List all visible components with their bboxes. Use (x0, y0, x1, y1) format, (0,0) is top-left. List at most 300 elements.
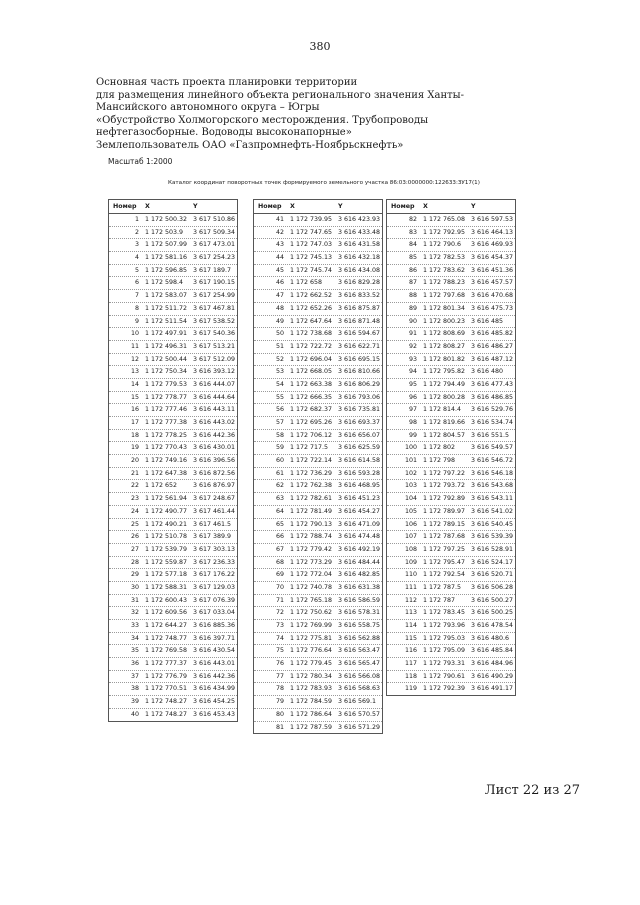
y-coordinate-cell: 3 616 485.82 (471, 330, 514, 338)
table-row (254, 468, 382, 481)
y-coordinate-cell: 3 616 695.15 (338, 355, 381, 363)
x-coordinate-cell: 1 172 777.37 (145, 660, 188, 668)
point-number-cell: 56 (275, 406, 284, 414)
x-coordinate-cell: 1 172 792.54 (423, 571, 466, 579)
table-row (109, 557, 237, 570)
table-row (254, 214, 382, 227)
table-row (109, 366, 237, 379)
y-coordinate-cell: 3 616 528.91 (471, 545, 514, 553)
point-number-cell: 102 (404, 469, 417, 477)
x-coordinate-cell: 1 172 510.78 (145, 533, 188, 541)
x-coordinate-cell: 1 172 788.74 (290, 533, 333, 541)
y-coordinate-cell: 3 616 806.29 (338, 380, 381, 388)
x-coordinate-cell: 1 172 511.72 (145, 304, 188, 312)
table-row (387, 379, 515, 392)
x-coordinate-cell: 1 172 706.12 (290, 431, 333, 439)
point-number-cell: 10 (130, 330, 139, 338)
x-coordinate-cell: 1 172 789.15 (423, 520, 466, 528)
point-number-cell: 76 (275, 660, 284, 668)
x-coordinate-cell: 1 172 793.31 (423, 660, 466, 668)
point-number-cell: 32 (130, 609, 139, 617)
x-coordinate-cell: 1 172 500.32 (145, 216, 188, 223)
table-row (254, 620, 382, 633)
y-coordinate-cell: 3 616 810.66 (338, 368, 381, 376)
x-coordinate-cell: 1 172 781.49 (290, 507, 333, 515)
x-coordinate-cell: 1 172 790.61 (423, 672, 466, 680)
point-number-cell: 101 (404, 457, 417, 465)
coordinates-table-2 (253, 199, 383, 734)
x-coordinate-cell: 1 172 762.38 (290, 482, 333, 490)
point-number-cell: 77 (275, 672, 284, 680)
x-coordinate-cell: 1 172 795.03 (423, 634, 466, 642)
table-row (109, 480, 237, 493)
table-row (109, 417, 237, 430)
y-coordinate-cell: 3 616 480.6 (471, 634, 510, 642)
table-row (387, 480, 515, 493)
x-coordinate-cell: 1 172 748.27 (145, 710, 188, 718)
sheet-label: Лист 22 из 27 (484, 783, 580, 798)
table-row (387, 683, 515, 695)
table-row (387, 303, 515, 316)
x-coordinate-cell: 1 172 765.08 (423, 216, 466, 223)
x-coordinate-cell: 1 172 782.61 (290, 495, 333, 503)
y-coordinate-cell: 3 616 432.18 (338, 254, 381, 262)
y-coordinate-cell: 3 616 478.54 (471, 622, 514, 629)
table-row (254, 392, 382, 405)
table-row (387, 645, 515, 658)
point-number-cell: 15 (130, 393, 139, 401)
point-number-cell: 62 (275, 482, 284, 490)
header-line: «Обустройство Холмогорского месторождения. Трубопроводы (96, 114, 429, 126)
x-coordinate-cell: 1 172 600.43 (145, 596, 188, 604)
table-row (254, 303, 382, 316)
table-row (254, 531, 382, 544)
point-number-cell: 111 (404, 583, 417, 591)
table-row (254, 722, 382, 734)
y-coordinate-cell: 3 617 513.21 (193, 342, 236, 350)
table-row (387, 620, 515, 633)
y-coordinate-cell: 3 616 443.01 (193, 660, 236, 668)
x-coordinate-cell: 1 172 503.9 (145, 228, 184, 236)
x-coordinate-cell: 1 172 794.49 (423, 380, 466, 388)
table-row (109, 493, 237, 506)
y-coordinate-cell: 3 617 540.36 (193, 330, 236, 338)
point-number-cell: 36 (130, 660, 139, 668)
x-coordinate-cell: 1 172 802 (423, 444, 456, 452)
x-coordinate-cell: 1 172 658 (290, 279, 323, 287)
y-coordinate-cell: 3 616 593.28 (338, 469, 381, 477)
point-number-cell: 113 (404, 609, 417, 617)
table-row (387, 671, 515, 684)
y-coordinate-cell: 3 616 566.08 (338, 672, 381, 680)
y-coordinate-cell: 3 616 430.54 (193, 647, 236, 655)
table-row (387, 658, 515, 671)
y-coordinate-cell: 3 616 443.02 (193, 419, 236, 426)
table-row (387, 557, 515, 570)
x-coordinate-cell: 1 172 788.23 (423, 279, 466, 287)
point-number-cell: 58 (275, 431, 284, 439)
x-coordinate-cell: 1 172 787.5 (423, 583, 462, 591)
point-number-cell: 114 (404, 622, 417, 629)
y-coordinate-cell: 3 616 549.57 (471, 444, 514, 452)
x-coordinate-cell: 1 172 787.68 (423, 533, 466, 541)
table-row (109, 607, 237, 620)
x-coordinate-cell: 1 172 770.43 (145, 444, 188, 452)
x-coordinate-cell: 1 172 798 (423, 457, 456, 465)
table-row (254, 582, 382, 595)
x-coordinate-cell: 1 172 808.27 (423, 342, 466, 350)
y-coordinate-cell: 3 617 076.39 (193, 596, 236, 604)
point-number-cell: 115 (404, 634, 417, 642)
table-header (387, 200, 515, 214)
x-coordinate-cell: 1 172 722.72 (290, 342, 333, 350)
y-coordinate-cell: 3 617 467.81 (193, 304, 236, 312)
x-coordinate-cell: 1 172 717.5 (290, 444, 329, 452)
x-coordinate-cell: 1 172 769.99 (290, 622, 333, 629)
x-coordinate-cell: 1 172 790.6 (423, 241, 462, 249)
y-coordinate-cell: 3 616 393.12 (193, 368, 236, 376)
point-number-cell: 11 (130, 342, 139, 350)
point-number-cell: 19 (130, 444, 139, 452)
x-coordinate-cell: 1 172 797.22 (423, 469, 466, 477)
point-number-cell: 75 (275, 647, 284, 655)
x-coordinate-cell: 1 172 814.4 (423, 406, 462, 414)
point-number-cell: 31 (130, 596, 139, 604)
table-row (254, 354, 382, 367)
table-row (387, 455, 515, 468)
y-coordinate-cell: 3 616 539.39 (471, 533, 514, 541)
y-coordinate-cell: 3 616 875.87 (338, 304, 381, 312)
y-coordinate-cell: 3 616 546.72 (471, 457, 514, 465)
table-row (109, 709, 237, 721)
table-header (109, 200, 237, 214)
point-number-cell: 70 (275, 583, 284, 591)
table-row (109, 252, 237, 265)
table-row (109, 392, 237, 405)
x-coordinate-cell: 1 172 647.64 (290, 317, 333, 325)
point-number-cell: 112 (404, 596, 417, 604)
x-coordinate-cell: 1 172 773.29 (290, 558, 333, 566)
point-number-cell: 21 (130, 469, 139, 477)
table-row (109, 455, 237, 468)
point-number-cell: 78 (275, 685, 284, 693)
x-coordinate-cell: 1 172 647.38 (145, 469, 188, 477)
point-number-cell: 66 (275, 533, 284, 541)
point-number-cell: 55 (275, 393, 284, 401)
x-coordinate-cell: 1 172 792.39 (423, 685, 466, 693)
x-coordinate-cell: 1 172 490.77 (145, 507, 188, 515)
point-number-cell: 100 (404, 444, 417, 452)
x-coordinate-cell: 1 172 769.58 (145, 647, 188, 655)
table-row (387, 227, 515, 240)
y-coordinate-cell: 3 616 558.75 (338, 622, 381, 629)
table-row (109, 506, 237, 519)
y-coordinate-cell: 3 616 492.19 (338, 545, 381, 553)
y-coordinate-cell: 3 616 578.31 (338, 609, 381, 617)
y-coordinate-cell: 3 616 486.85 (471, 393, 514, 401)
x-coordinate-cell: 1 172 750.34 (145, 368, 188, 376)
table-row (254, 328, 382, 341)
point-number-cell: 18 (130, 431, 139, 439)
column-header-number: Номер (391, 203, 415, 210)
table-row (254, 430, 382, 443)
point-number-cell: 6 (134, 279, 139, 287)
y-coordinate-cell: 3 617 236.33 (193, 558, 236, 566)
point-number-cell: 85 (408, 254, 417, 262)
table-row (254, 595, 382, 608)
x-coordinate-cell: 1 172 539.79 (145, 545, 188, 553)
table-row (254, 493, 382, 506)
y-coordinate-cell: 3 616 454.27 (338, 507, 381, 515)
y-coordinate-cell: 3 617 538.52 (193, 317, 236, 325)
y-coordinate-cell: 3 616 622.71 (338, 342, 381, 350)
x-coordinate-cell: 1 172 772.04 (290, 571, 333, 579)
table-row (387, 290, 515, 303)
point-number-cell: 96 (408, 393, 417, 401)
x-coordinate-cell: 1 172 644.27 (145, 622, 188, 629)
point-number-cell: 68 (275, 558, 284, 566)
table-row (387, 607, 515, 620)
y-coordinate-cell: 3 616 444.07 (193, 380, 236, 388)
point-number-cell: 108 (404, 545, 417, 553)
point-number-cell: 71 (275, 596, 284, 604)
page-number: 380 (309, 40, 331, 53)
x-coordinate-cell: 1 172 596.85 (145, 266, 188, 274)
y-coordinate-cell: 3 617 389.9 (193, 533, 232, 541)
x-coordinate-cell: 1 172 787 (423, 596, 456, 604)
table-row (254, 645, 382, 658)
table-row (387, 506, 515, 519)
point-number-cell: 45 (275, 266, 284, 274)
x-coordinate-cell: 1 172 786.64 (290, 710, 333, 718)
x-coordinate-cell: 1 172 598.4 (145, 279, 184, 287)
point-number-cell: 44 (275, 254, 284, 262)
table-row (387, 544, 515, 557)
x-coordinate-cell: 1 172 748.77 (145, 634, 188, 642)
table-row (387, 417, 515, 430)
x-coordinate-cell: 1 172 793.96 (423, 622, 466, 629)
x-coordinate-cell: 1 172 784.59 (290, 698, 333, 706)
y-coordinate-cell: 3 616 474.48 (338, 533, 381, 541)
y-coordinate-cell: 3 616 487.12 (471, 355, 514, 363)
table-row (109, 645, 237, 658)
y-coordinate-cell: 3 616 444.64 (193, 393, 236, 401)
y-coordinate-cell: 3 616 656.07 (338, 431, 381, 439)
y-coordinate-cell: 3 616 543.68 (471, 482, 514, 490)
x-coordinate-cell: 1 172 739.95 (290, 216, 333, 223)
coordinates-table-3 (386, 199, 516, 696)
table-row (387, 316, 515, 329)
point-number-cell: 82 (408, 216, 417, 223)
point-number-cell: 2 (134, 228, 139, 236)
table-row (109, 404, 237, 417)
y-coordinate-cell: 3 616 484.44 (338, 558, 381, 566)
x-coordinate-cell: 1 172 783.62 (423, 266, 466, 274)
point-number-cell: 7 (134, 292, 139, 300)
document-header (96, 77, 465, 153)
point-number-cell: 80 (275, 710, 284, 718)
point-number-cell: 65 (275, 520, 284, 528)
x-coordinate-cell: 1 172 778.25 (145, 431, 188, 439)
y-coordinate-cell: 3 617 189.7 (193, 266, 232, 274)
point-number-cell: 1 (134, 216, 139, 223)
point-number-cell: 95 (408, 380, 417, 388)
point-number-cell: 94 (408, 368, 417, 376)
table-row (387, 430, 515, 443)
point-number-cell: 14 (130, 380, 139, 388)
x-coordinate-cell: 1 172 775.81 (290, 634, 333, 642)
y-coordinate-cell: 3 616 871.48 (338, 317, 381, 325)
x-coordinate-cell: 1 172 577.18 (145, 571, 188, 579)
point-number-cell: 9 (134, 317, 139, 325)
x-coordinate-cell: 1 172 748.27 (145, 698, 188, 706)
x-coordinate-cell: 1 172 776.64 (290, 647, 333, 655)
table-row (387, 493, 515, 506)
point-number-cell: 37 (130, 672, 139, 680)
point-number-cell: 106 (404, 520, 417, 528)
point-number-cell: 117 (404, 660, 417, 668)
x-coordinate-cell: 1 172 496.31 (145, 342, 188, 350)
x-coordinate-cell: 1 172 668.05 (290, 368, 333, 376)
x-coordinate-cell: 1 172 795.82 (423, 368, 466, 376)
y-coordinate-cell: 3 616 486.27 (471, 342, 514, 350)
x-coordinate-cell: 1 172 797.68 (423, 292, 466, 300)
y-coordinate-cell: 3 616 546.18 (471, 469, 514, 477)
x-coordinate-cell: 1 172 792.95 (423, 228, 466, 236)
table-row (109, 354, 237, 367)
point-number-cell: 97 (408, 406, 417, 414)
table-row (254, 404, 382, 417)
x-coordinate-cell: 1 172 497.91 (145, 330, 188, 338)
table-row (109, 316, 237, 329)
y-coordinate-cell: 3 617 248.67 (193, 495, 236, 503)
x-coordinate-cell: 1 172 652 (145, 482, 178, 490)
point-number-cell: 74 (275, 634, 284, 642)
header-line: Мансийского автономного округа – Югры (96, 102, 320, 114)
x-coordinate-cell: 1 172 745.74 (290, 266, 333, 274)
table-row (254, 455, 382, 468)
table-row (109, 468, 237, 481)
y-coordinate-cell: 3 616 570.57 (338, 710, 381, 718)
table-row (387, 519, 515, 532)
point-number-cell: 16 (130, 406, 139, 414)
table-row (387, 265, 515, 278)
point-number-cell: 57 (275, 419, 284, 426)
point-number-cell: 63 (275, 495, 284, 503)
x-coordinate-cell: 1 172 789.97 (423, 507, 466, 515)
table-row (109, 569, 237, 582)
point-number-cell: 89 (408, 304, 417, 312)
x-coordinate-cell: 1 172 780.34 (290, 672, 333, 680)
y-coordinate-cell: 3 616 442.36 (193, 431, 236, 439)
point-number-cell: 8 (134, 304, 139, 312)
point-number-cell: 93 (408, 355, 417, 363)
point-number-cell: 33 (130, 622, 139, 629)
table-row (387, 366, 515, 379)
point-number-cell: 79 (275, 698, 284, 706)
table-row (109, 595, 237, 608)
table-row (387, 633, 515, 646)
y-coordinate-cell: 3 616 485.84 (471, 647, 514, 655)
table-row (254, 239, 382, 252)
y-coordinate-cell: 3 616 454.37 (471, 254, 514, 262)
y-coordinate-cell: 3 616 543.11 (471, 495, 514, 503)
x-coordinate-cell: 1 172 581.16 (145, 254, 188, 262)
catalog-caption: Каталог координат поворотных точек формируемого земельного участка 86:03:0000000:122633:ЗУ17(1) (168, 180, 480, 186)
x-coordinate-cell: 1 172 695.26 (290, 419, 333, 426)
x-coordinate-cell: 1 172 819.66 (423, 419, 466, 426)
header-line: Основная часть проекта планировки территории (96, 77, 358, 88)
point-number-cell: 104 (404, 495, 417, 503)
point-number-cell: 67 (275, 545, 284, 553)
header-line: для размещения линейного объекта регионального значения Ханты- (96, 89, 465, 101)
point-number-cell: 25 (130, 520, 139, 528)
point-number-cell: 54 (275, 380, 284, 388)
point-number-cell: 22 (130, 482, 139, 490)
point-number-cell: 119 (404, 685, 417, 693)
x-coordinate-cell: 1 172 800.28 (423, 393, 466, 401)
table-row (387, 569, 515, 582)
y-coordinate-cell: 3 616 500.27 (471, 596, 514, 604)
y-coordinate-cell: 3 616 430.01 (193, 444, 236, 452)
point-number-cell: 110 (404, 571, 417, 579)
column-header-y: Y (338, 203, 343, 210)
point-number-cell: 50 (275, 330, 284, 338)
point-number-cell: 64 (275, 507, 284, 515)
y-coordinate-cell: 3 616 529.76 (471, 406, 514, 414)
y-coordinate-cell: 3 617 473.01 (193, 241, 236, 249)
point-number-cell: 3 (134, 241, 139, 249)
table-row (387, 341, 515, 354)
table-row (109, 683, 237, 696)
point-number-cell: 59 (275, 444, 284, 452)
point-number-cell: 41 (275, 216, 284, 223)
point-number-cell: 107 (404, 533, 417, 541)
table-row (387, 328, 515, 341)
y-coordinate-cell: 3 616 464.13 (471, 228, 514, 236)
y-coordinate-cell: 3 616 480 (471, 368, 504, 376)
point-number-cell: 24 (130, 507, 139, 515)
table-row (254, 366, 382, 379)
y-coordinate-cell: 3 616 490.29 (471, 672, 514, 680)
y-coordinate-cell: 3 616 565.47 (338, 660, 381, 668)
point-number-cell: 73 (275, 622, 284, 629)
table-row (254, 658, 382, 671)
y-coordinate-cell: 3 616 625.59 (338, 444, 381, 452)
y-coordinate-cell: 3 616 571.29 (338, 723, 381, 731)
table-row (254, 316, 382, 329)
x-coordinate-cell: 1 172 792.89 (423, 495, 466, 503)
column-header-x: X (423, 203, 428, 210)
y-coordinate-cell: 3 616 540.45 (471, 520, 514, 528)
table-row (387, 468, 515, 481)
x-coordinate-cell: 1 172 609.56 (145, 609, 188, 617)
x-coordinate-cell: 1 172 795.47 (423, 558, 466, 566)
x-coordinate-cell: 1 172 782.53 (423, 254, 466, 262)
table-row (254, 277, 382, 290)
point-number-cell: 86 (408, 266, 417, 274)
y-coordinate-cell: 3 617 176.22 (193, 571, 236, 579)
x-coordinate-cell: 1 172 747.03 (290, 241, 333, 249)
table-row (109, 620, 237, 633)
y-coordinate-cell: 3 616 491.17 (471, 685, 514, 693)
column-header-x: X (290, 203, 295, 210)
y-coordinate-cell: 3 616 735.81 (338, 406, 381, 414)
x-coordinate-cell: 1 172 747.65 (290, 228, 333, 236)
table-row (254, 341, 382, 354)
point-number-cell: 35 (130, 647, 139, 655)
y-coordinate-cell: 3 616 470.68 (471, 292, 514, 300)
